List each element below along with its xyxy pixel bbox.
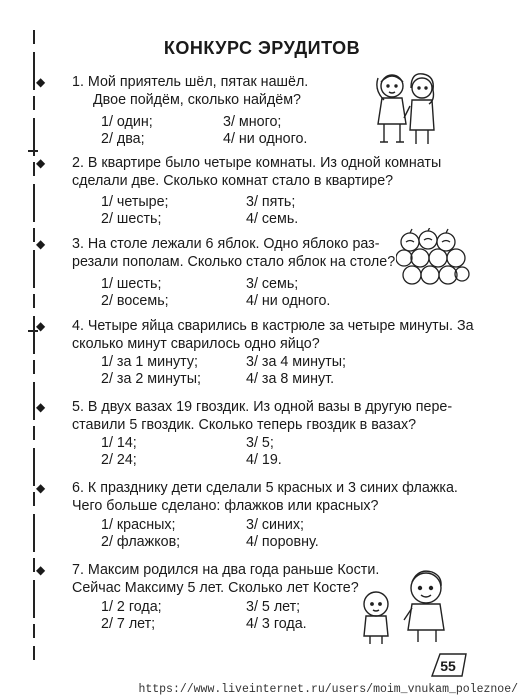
margin-line	[33, 30, 35, 660]
option: 3/ семь;	[246, 276, 299, 292]
question-text	[72, 398, 486, 434]
bullet-icon: ◆	[36, 400, 46, 414]
bullet-icon: ◆	[36, 481, 46, 495]
boys-illustration-icon	[354, 568, 454, 646]
option: 4/ ни одного.	[246, 293, 331, 309]
page-number: 55	[440, 658, 456, 674]
question-line: 6. К празднику дети сделали 5 красных и 3 синих флажка.	[72, 480, 458, 496]
question-line: резали пополам. Сколько стало яблок на столе?	[72, 254, 396, 270]
bullet-icon: ◆	[36, 563, 46, 577]
question-line: 7. Максим родился на два года раньше Кости.	[72, 562, 380, 578]
bullet-icon: ◆	[36, 237, 46, 251]
option: 2/ шесть;	[101, 211, 162, 227]
option: 2/ 7 лет;	[101, 616, 156, 632]
option: 4/ 19.	[246, 452, 282, 468]
option: 1/ один;	[101, 114, 153, 130]
question-line: 4. Четыре яйца сварились в кастрюле за четыре минуты. За	[72, 318, 474, 334]
option: 1/ красных;	[101, 517, 176, 533]
margin-tick	[28, 150, 38, 152]
option: 4/ семь.	[246, 211, 299, 227]
option: 2/ восемь;	[101, 293, 169, 309]
question-line: Сейчас Максиму 5 лет. Сколько лет Косте?	[72, 580, 359, 596]
question-line: 3. На столе лежали 6 яблок. Одно яблоко раз-	[72, 236, 380, 252]
question-text	[72, 479, 486, 515]
question-2	[36, 154, 486, 190]
apples-illustration-icon	[396, 228, 470, 288]
option: 2/ два;	[101, 131, 145, 147]
children-illustration-icon	[370, 62, 442, 148]
question-line: 5. В двух вазах 19 гвоздик. Из одной вазы в другую пере-	[72, 399, 453, 415]
question-line: ставили 5 гвоздик. Сколько теперь гвоздик в вазах?	[72, 417, 417, 433]
page-title: КОНКУРС ЭРУДИТОВ	[163, 38, 361, 58]
option: 1/ 14;	[101, 435, 137, 451]
question-text	[72, 317, 486, 353]
option: 1/ шесть;	[101, 276, 162, 292]
question-4	[36, 317, 486, 353]
option: 1/ четыре;	[101, 194, 169, 210]
option: 1/ 2 года;	[101, 599, 162, 615]
question-text	[72, 154, 486, 190]
question-5	[36, 398, 486, 434]
option: 2/ флажков;	[101, 534, 181, 550]
option: 3/ синих;	[246, 517, 305, 533]
option: 4/ за 8 минут.	[246, 371, 335, 387]
bullet-icon: ◆	[36, 75, 46, 89]
option: 3/ пять;	[246, 194, 296, 210]
question-line: сколько минут сварилось одно яйцо?	[72, 336, 320, 352]
option: 3/ 5 лет;	[246, 599, 301, 615]
option: 2/ 24;	[101, 452, 137, 468]
option: 3/ много;	[223, 114, 282, 130]
footer-url: https://www.liveinternet.ru/users/moim_vnukam_poleznoe/	[138, 683, 518, 696]
question-6	[36, 479, 486, 515]
option: 4/ 3 года.	[246, 616, 307, 632]
option: 3/ 5;	[246, 435, 274, 451]
question-line: сделали две. Сколько комнат стало в квартире?	[72, 173, 394, 189]
option: 4/ ни одного.	[223, 131, 308, 147]
bullet-icon: ◆	[36, 319, 46, 333]
bullet-icon: ◆	[36, 156, 46, 170]
question-line: 1. Мой приятель шёл, пятак нашёл.	[72, 74, 309, 90]
question-line: 2. В квартире было четыре комнаты. Из одной комнаты	[72, 155, 442, 171]
question-line: Чего больше сделано: флажков или красных?	[72, 498, 379, 514]
option: 1/ за 1 минуту;	[101, 354, 198, 370]
question-line: Двое пойдём, сколько найдём?	[93, 92, 301, 108]
option: 2/ за 2 минуты;	[101, 371, 201, 387]
option: 3/ за 4 минуты;	[246, 354, 346, 370]
option: 4/ поровну.	[246, 534, 319, 550]
